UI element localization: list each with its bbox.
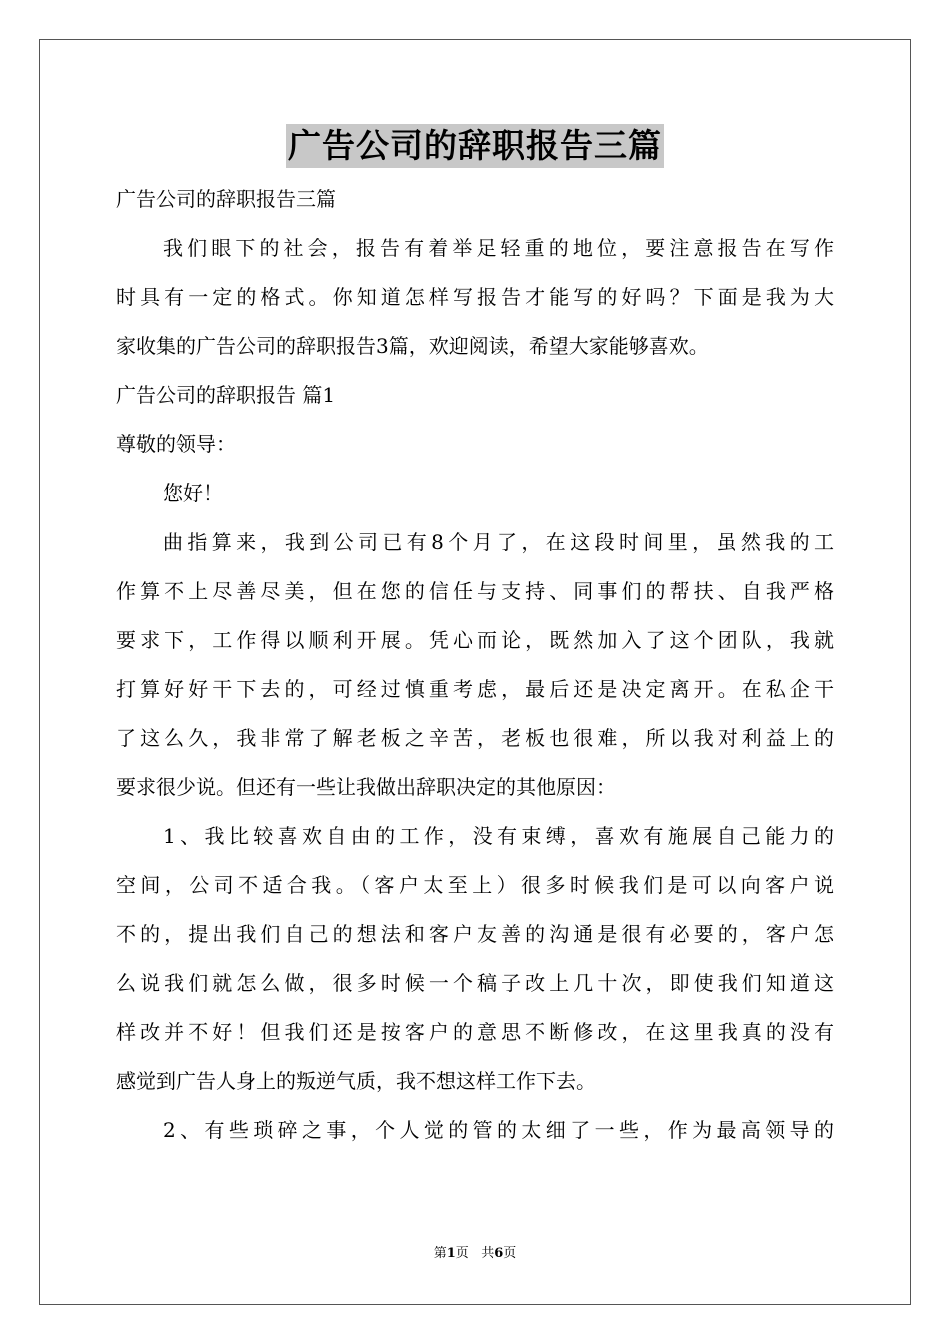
document-title: 广告公司的辞职报告三篇 — [286, 124, 664, 168]
salutation: 尊敬的领导： — [116, 432, 236, 456]
paragraph-line: 打算好好干下去的，可经过慎重考虑，最后还是决定离开。在私企干 — [116, 677, 834, 701]
paragraph-line: 不的，提出我们自己的想法和客户友善的沟通是很有必要的，客户怎 — [116, 922, 834, 946]
page-label: 页 — [455, 1246, 469, 1261]
paragraph-line: 我们眼下的社会，报告有着举足轻重的地位，要注意报告在写作 — [163, 236, 834, 260]
document-body — [116, 175, 834, 1155]
paragraph-line: 要求很少说。但还有一些让我做出辞职决定的其他原因： — [116, 775, 616, 799]
paragraph-line: 作算不上尽善尽美，但在您的信任与支持、同事们的帮扶、自我严格 — [116, 579, 834, 603]
paragraph-line: 家收集的广告公司的辞职报告3篇，欢迎阅读，希望大家能够喜欢。 — [116, 334, 709, 358]
paragraph-line: 1、我比较喜欢自由的工作，没有束缚，喜欢有施展自己能力的 — [163, 824, 834, 848]
paragraph-line: 么说我们就怎么做，很多时候一个稿子改上几十次，即使我们知道这 — [116, 971, 834, 995]
page-footer — [0, 1244, 950, 1264]
page-current: 1 — [446, 1246, 456, 1261]
paragraph-line: 时具有一定的格式。你知道怎样写报告才能写的好吗？下面是我为大 — [116, 285, 834, 309]
paragraph-line: 要求下，工作得以顺利开展。凭心而论，既然加入了这个团队，我就 — [116, 628, 834, 652]
total-label: 页 — [503, 1246, 517, 1261]
paragraph-line: 感觉到广告人身上的叛逆气质，我不想这样工作下去。 — [116, 1069, 596, 1093]
paragraph-line: 空间，公司不适合我。（客户太至上）很多时候我们是可以向客户说 — [116, 873, 834, 897]
greeting: 您好！ — [163, 481, 223, 505]
paragraph-line: 2、有些琐碎之事，个人觉的管的太细了一些，作为最高领导的 — [163, 1118, 834, 1142]
paragraph-line: 曲指算来，我到公司已有8个月了，在这段时间里，虽然我的工 — [163, 530, 834, 554]
page-total: 6 — [494, 1246, 504, 1261]
title-wrapper — [0, 124, 950, 168]
page-prefix: 第 — [433, 1246, 447, 1261]
total-prefix: 共 — [481, 1246, 495, 1261]
section-heading: 广告公司的辞职报告 篇1 — [116, 383, 336, 407]
paragraph-line: 样改并不好！但我们还是按客户的意思不断修改，在这里我真的没有 — [116, 1020, 834, 1044]
paragraph-line: 了这么久，我非常了解老板之辛苦，老板也很难，所以我对利益上的 — [116, 726, 834, 750]
subtitle-line: 广告公司的辞职报告三篇 — [116, 187, 336, 211]
